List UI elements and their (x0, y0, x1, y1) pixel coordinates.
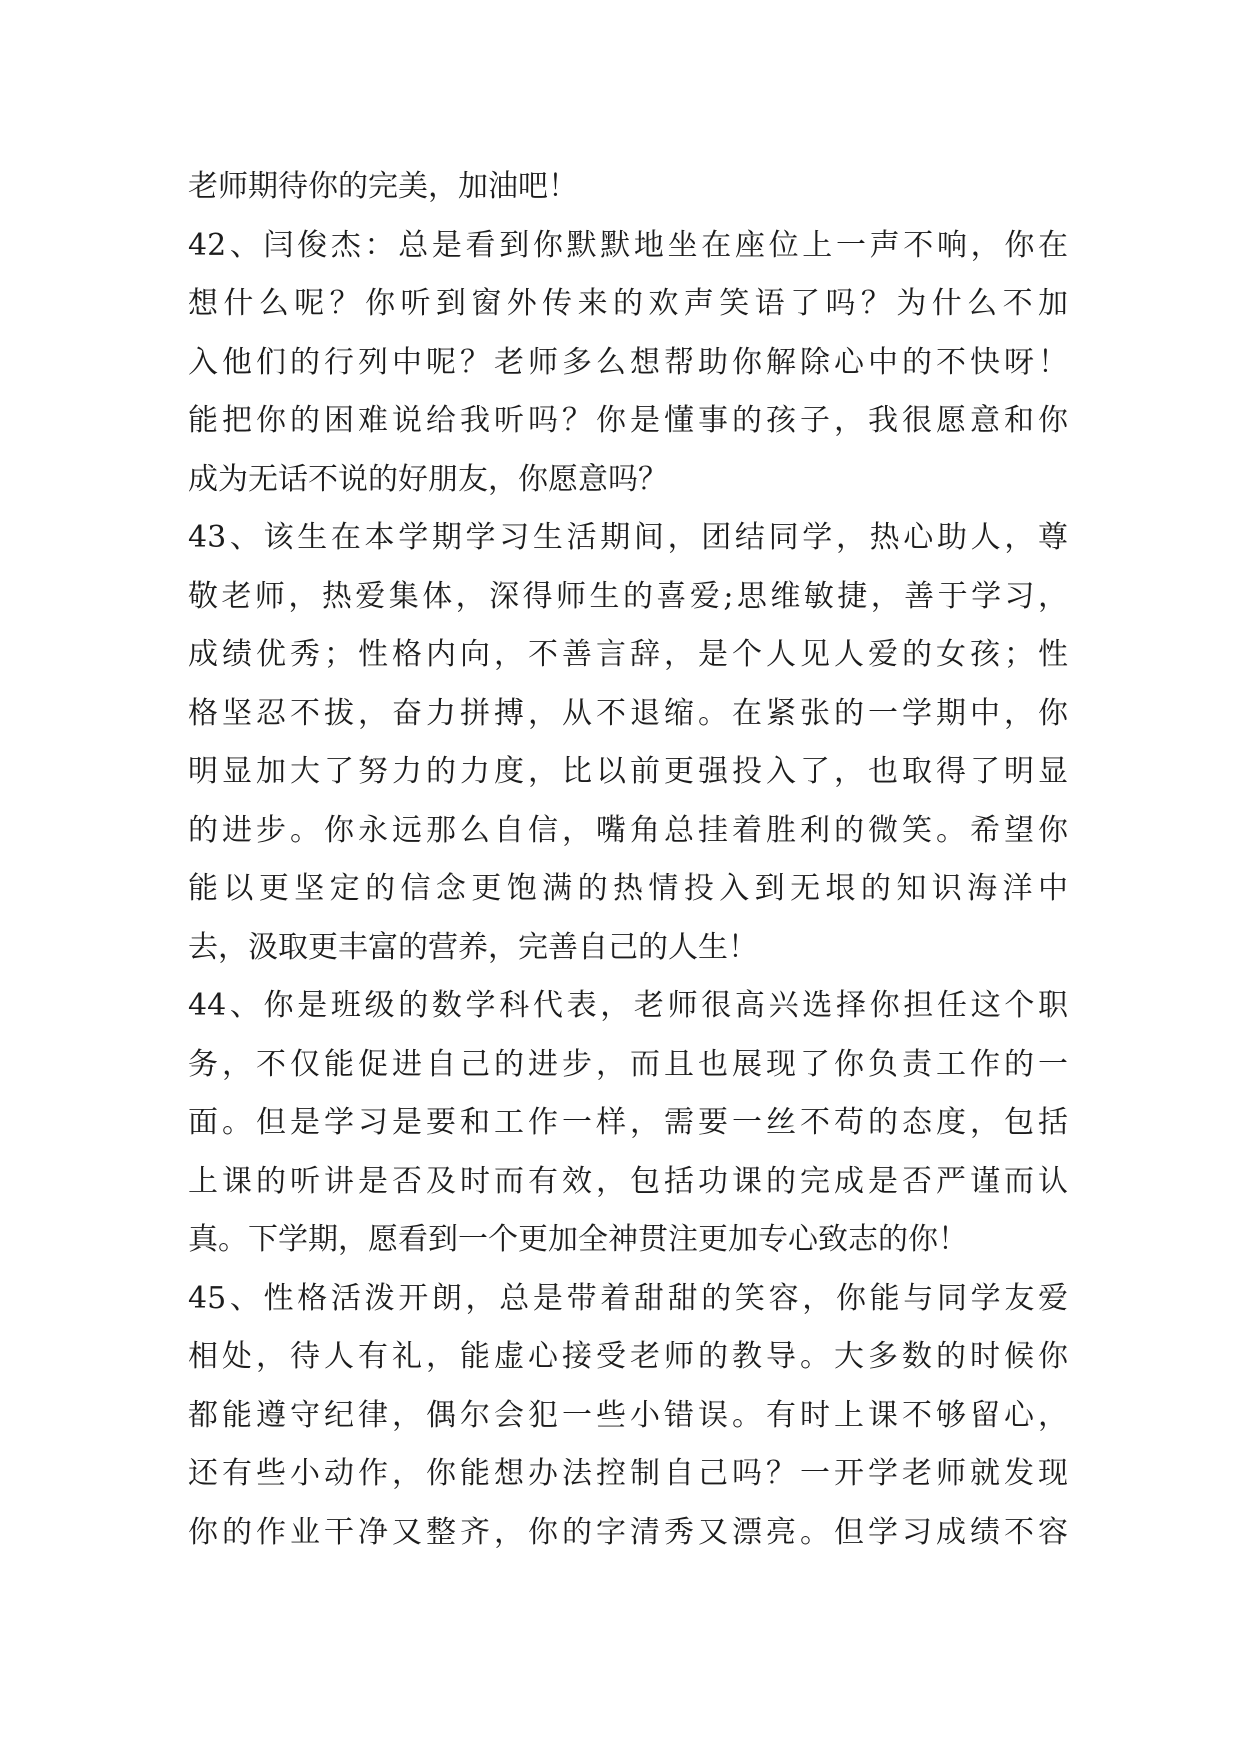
text-line: 44、你是班级的数学科代表，老师很高兴选择你担任这个职 (188, 988, 1068, 1023)
text-line: 还有些小动作，你能想办法控制自己吗？一开学老师就发现 (188, 1456, 1068, 1491)
text-line: 老师期待你的完美，加油吧！ (188, 169, 578, 204)
text-line: 你的作业干净又整齐，你的字清秀又漂亮。但学习成绩不容 (188, 1514, 1068, 1550)
text-line: 面。但是学习是要和工作一样，需要一丝不苟的态度，包括 (188, 1105, 1068, 1140)
text-line: 能以更坚定的信念更饱满的热情投入到无垠的知识海洋中 (188, 871, 1068, 906)
text-line: 务，不仅能促进自己的进步，而且也展现了你负责工作的一 (188, 1046, 1068, 1082)
text-line: 45、性格活泼开朗，总是带着甜甜的笑容，你能与同学友爱 (188, 1280, 1068, 1316)
document-body (188, 158, 1068, 1562)
text-line: 都能遵守纪律，偶尔会犯一些小错误。有时上课不够留心， (188, 1397, 1068, 1433)
text-line: 42、闫俊杰：总是看到你默默地坐在座位上一声不响，你在 (188, 227, 1068, 263)
text-line: 敬老师，热爱集体，深得师生的喜爱;思维敏捷，善于学习， (188, 578, 1068, 614)
text-line: 想什么呢？你听到窗外传来的欢声笑语了吗？为什么不加 (188, 286, 1068, 321)
text-line: 能把你的困难说给我听吗？你是懂事的孩子，我很愿意和你 (188, 403, 1068, 438)
text-line: 格坚忍不拔，奋力拼搏，从不退缩。在紧张的一学期中，你 (188, 695, 1068, 731)
text-line: 43、该生在本学期学习生活期间，团结同学，热心助人，尊 (188, 520, 1068, 555)
text-line: 真。下学期，愿看到一个更加全神贯注更加专心致志的你！ (188, 1222, 968, 1257)
text-line: 相处，待人有礼，能虚心接受老师的教导。大多数的时候你 (188, 1339, 1068, 1374)
text-line: 上课的听讲是否及时而有效，包括功课的完成是否严谨而认 (188, 1163, 1068, 1199)
text-line: 成为无话不说的好朋友，你愿意吗？ (188, 461, 668, 497)
text-line: 明显加大了努力的力度，比以前更强投入了，也取得了明显 (188, 754, 1068, 789)
text-line: 成绩优秀；性格内向，不善言辞，是个人见人爱的女孩；性 (188, 637, 1068, 672)
text-line: 入他们的行列中呢？老师多么想帮助你解除心中的不快呀！ (188, 344, 1068, 380)
text-line: 去，汲取更丰富的营养，完善自己的人生！ (188, 929, 758, 965)
text-line: 的进步。你永远那么自信，嘴角总挂着胜利的微笑。希望你 (188, 812, 1068, 848)
